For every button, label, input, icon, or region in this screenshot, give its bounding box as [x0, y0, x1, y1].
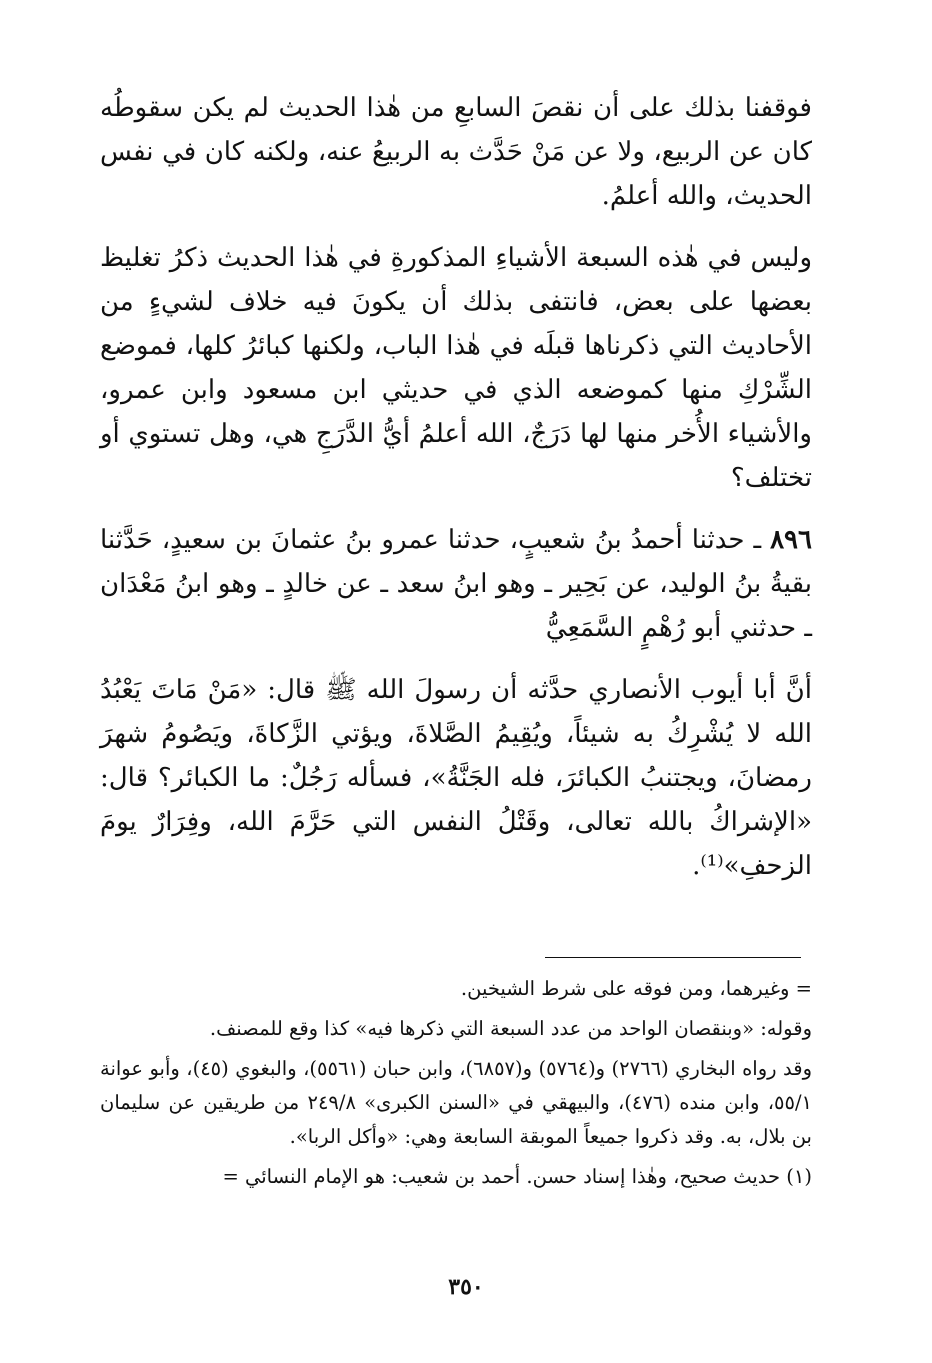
- footnote-comment: وقوله: «وبنقصان الواحد من عدد السبعة التي ذكرها فيه» كذا وقع للمصنف.: [209, 1017, 812, 1040]
- footnote-continuation: = وغيرهما، ومن فوقه على شرط الشيخين.: [460, 977, 812, 1000]
- footnote-divider: [545, 957, 801, 958]
- page-number: ٣٥٠: [448, 1274, 484, 1300]
- hadith-text: أنَّ أبا أيوب الأنصاري حدَّثه أن رسولَ الله ﷺ قال: «مَنْ مَاتَ يَعْبُدُ الله لا يُشْرِكُ به شيئاً، ويُقِيمُ الصَّلاةَ، ويؤتي الزَّكاةَ، ويَصُومُ شهرَ رمضانَ، ويجتنبُ الكبائرَ، فله الجَنَّةُ»، فسأله رَجُلٌ: ما الكبائر؟ قال: «الإشراكُ بالله تعالى، وقَتْلُ النفس التي حَرَّمَ الله، وفِرَارٌ يومَ الزحفِ»⁽¹⁾.: [100, 675, 812, 881]
- paragraph-1: فوقفنا بذلك على أن نقصَ السابعِ من هٰذا الحديث لم يكن سقوطُه كان عن الربيع، ولا عن مَنْ حَدَّث به الربيعُ عنه، ولكنه كان في نفس الحديث، والله أعلمُ.: [100, 93, 812, 211]
- hadith-chain: ـ حدثنا أحمدُ بنُ شعيبٍ، حدثنا عمرو بنُ عثمانَ بن سعيدٍ، حَدَّثنا بقيةُ بنُ الوليد، عن بَحِير ـ وهو ابنُ سعد ـ عن خالدٍ ـ وهو ابنُ مَعْدَان ـ حدثني أبو رُهْمٍ السَّمَعِيُّ: [100, 525, 812, 643]
- footnotes: [100, 972, 812, 1194]
- main-text: [100, 86, 812, 888]
- hadith-number: ٨٩٦: [770, 525, 812, 555]
- hadith-chain-paragraph: [100, 518, 812, 650]
- paragraph-2: وليس في هٰذه السبعة الأشياءِ المذكورةِ في هٰذا الحديث ذكرُ تغليظ بعضها على بعض، فانتفى بذلك أن يكونَ فيه خلاف لشيءٍ من الأحاديث التي ذكرناها قبلَه في هٰذا الباب، ولكنها كبائرُ كلها، فموضع الشِّرْكِ منها كموضعه الذي في حديثي ابن مسعود وابن عمرو، والأشياء الأُخر منها لها دَرَجٌ، الله أعلمُ أيُّ الدَّرَجِ هي، وهل تستوي أو تختلف؟: [100, 243, 812, 493]
- footnote-sources: وقد رواه البخاري (٢٧٦٦) و(٥٧٦٤) و(٦٨٥٧)، وابن حبان (٥٥٦١)، والبغوي (٤٥)، وأبو عوانة ٥٥/١، وابن منده (٤٧٦)، والبيهقي في «السنن الكبرى» ٢٤٩/٨ من طريقين عن سليمان بن بلال، به. وقد ذكروا جميعاً الموبقة السابعة وهي: «وأكل الربا».: [100, 1057, 813, 1148]
- footnote-1: (١) حديث صحيح، وهٰذا إسناد حسن. أحمد بن شعيب: هو الإمام النسائي =: [222, 1165, 812, 1188]
